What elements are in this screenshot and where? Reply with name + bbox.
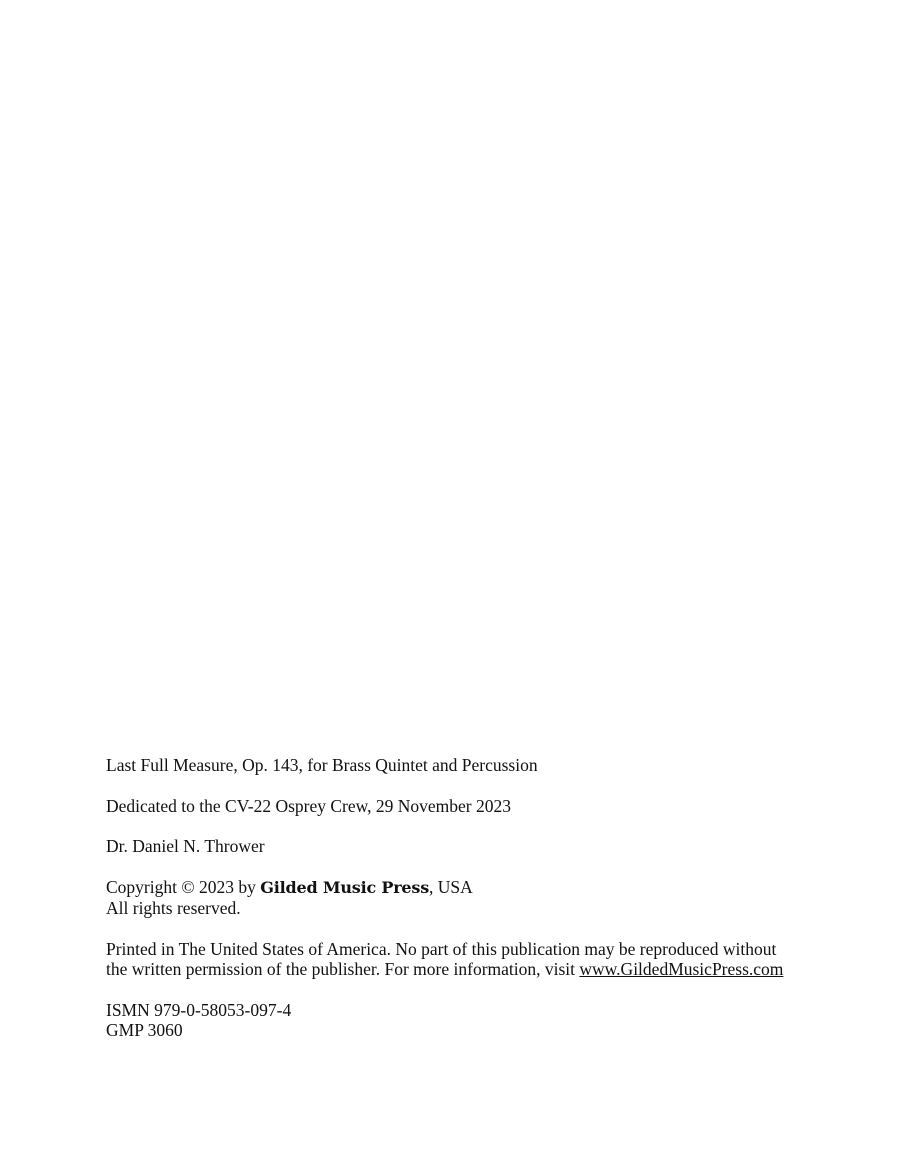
copyright-suffix: , USA	[429, 876, 473, 897]
catalog-number: GMP 3060	[106, 1020, 183, 1040]
imprint-block	[106, 755, 826, 1061]
publisher-name: Gilded Music Press	[260, 877, 430, 897]
dedication: Dedicated to the CV-22 Osprey Crew, 29 November 2023	[106, 795, 512, 816]
work-title: Last Full Measure, Op. 143, for Brass Quintet and Percussion	[106, 755, 538, 775]
ismn-number: ISMN 979-0-58053-097-4	[106, 999, 292, 1020]
copyright-prefix: Copyright © 2023 by	[106, 876, 261, 897]
identifiers-block	[106, 1000, 826, 1041]
copyright-line	[106, 877, 826, 899]
notice-line-1: Printed in The United States of America. No part of this publication may be reproduced without	[106, 938, 777, 959]
notice-line-2	[106, 959, 826, 980]
composer-block	[106, 836, 826, 857]
composer-name: Dr. Daniel N. Thrower	[106, 836, 265, 856]
notice-line-2-text: the written permission of the publisher. For more information, visit	[106, 959, 580, 979]
website-link[interactable]: www.GildedMusicPress.com	[579, 959, 784, 979]
dedication-block	[106, 796, 826, 817]
title-block	[106, 755, 826, 776]
notice-block	[106, 939, 826, 980]
rights-reserved: All rights reserved.	[106, 898, 241, 918]
copyright-block	[106, 877, 826, 919]
